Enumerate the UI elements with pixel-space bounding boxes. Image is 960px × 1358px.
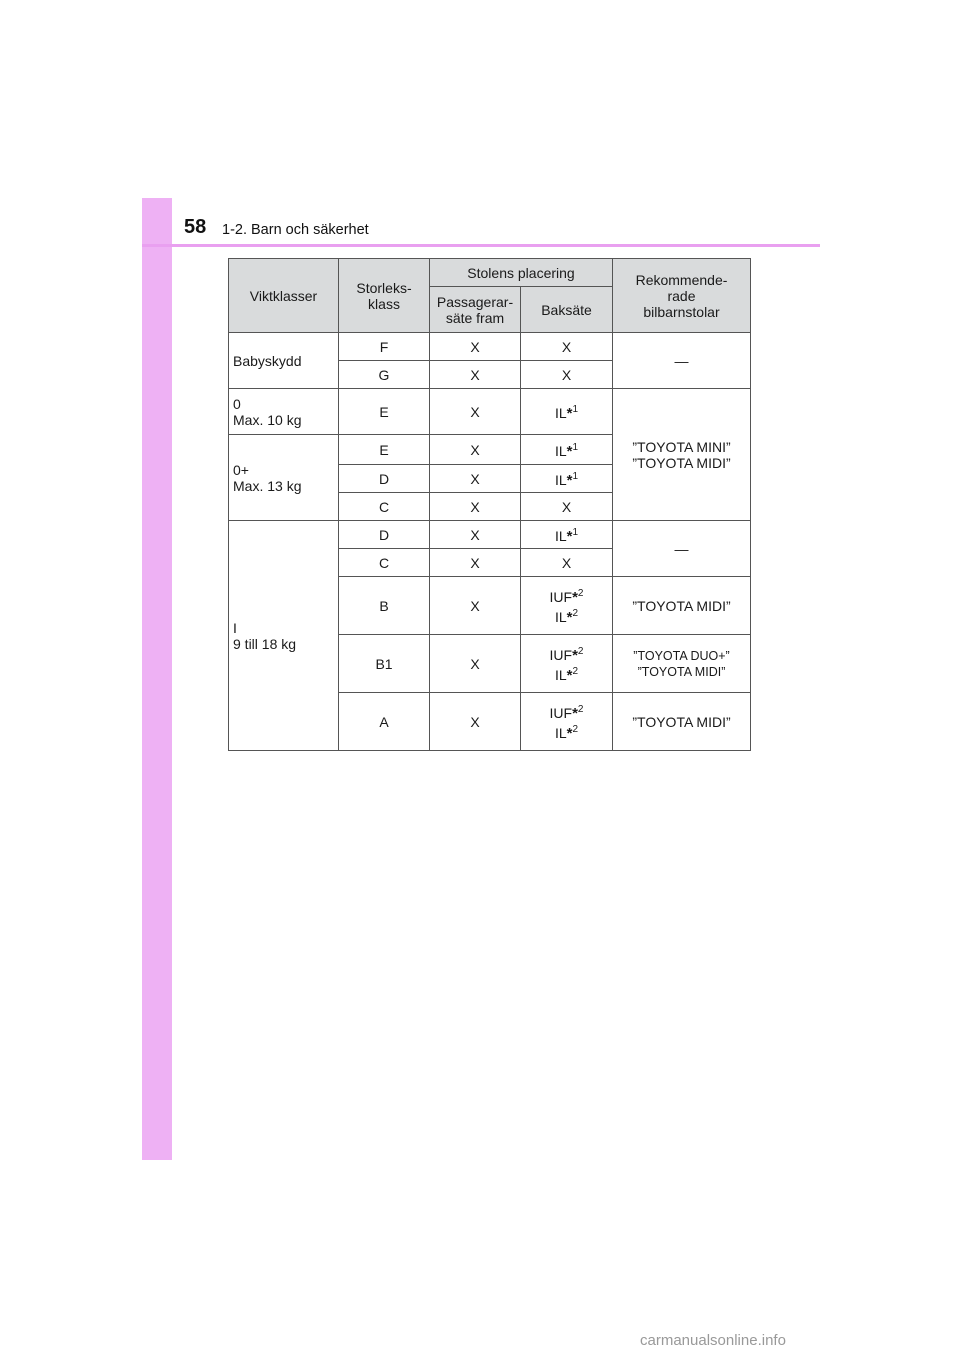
passenger-front-cell: X [430,389,521,435]
header-seat-placement: Stolens placering [430,259,613,287]
size-class-cell: E [339,389,430,435]
footnote-marker: * [566,442,573,460]
page-number: 58 [184,216,207,238]
passenger-front-cell: X [430,549,521,577]
passenger-front-cell: X [430,693,521,751]
rear-seat-cell: X [521,333,613,361]
rear-seat-cell: X [521,493,613,521]
recommended-seat-cell: ”TOYOTA MIDI” [613,693,751,751]
recommended-seat-cell: — [613,333,751,389]
header-rear: Baksäte [521,287,613,333]
footnote-number: 2 [577,587,584,599]
passenger-front-cell: X [430,465,521,493]
size-class-cell: C [339,549,430,577]
passenger-front-cell: X [430,635,521,693]
size-class-cell: B1 [339,635,430,693]
footnote-marker: * [566,666,573,684]
rear-seat-cell: IL*$^1$ [521,521,613,549]
footnote-marker: * [566,724,573,742]
rear-seat-cell: IL*$^1$ [521,435,613,465]
footnote-marker: * [566,471,573,489]
footnote-marker: * [566,527,573,545]
footnote-number: 1 [572,441,579,453]
header-rule [142,244,820,247]
recommended-seat-cell: — [613,521,751,577]
rear-seat-cell: IL*$^1$ [521,465,613,493]
recommended-seat-cell: ”TOYOTA MINI” ”TOYOTA MIDI” [613,389,751,521]
passenger-front-cell: X [430,577,521,635]
header-recommended: Rekommende- rade bilbarnstolar [613,259,751,333]
weight-class-cell: Babyskydd [229,333,339,389]
footnote-number: 2 [572,665,579,677]
footnote-marker: * [572,646,578,664]
side-accent-bar [142,198,172,1160]
weight-class-cell: I 9 till 18 kg [229,521,339,751]
passenger-front-cell: X [430,435,521,465]
weight-class-cell: 0 Max. 10 kg [229,389,339,435]
footnote-marker: * [566,608,573,626]
footnote-marker: * [572,704,578,722]
weight-class-cell: 0+ Max. 13 kg [229,435,339,521]
size-class-cell: D [339,465,430,493]
size-class-cell: B [339,577,430,635]
rear-seat-cell: X [521,549,613,577]
size-class-cell: E [339,435,430,465]
footnote-number: 1 [572,403,579,415]
header-size-class: Storleks- klass [339,259,430,333]
rear-seat-cell: IL*$^1$ [521,389,613,435]
watermark: carmanualsonline.info [640,1332,786,1349]
passenger-front-cell: X [430,361,521,389]
passenger-front-cell: X [430,493,521,521]
table-row [229,521,751,549]
child-seat-table [228,258,751,751]
size-class-cell: D [339,521,430,549]
footnote-number: 2 [577,703,584,715]
footnote-marker: * [566,404,573,422]
footnote-number: 1 [572,470,579,482]
passenger-front-cell: X [430,521,521,549]
recommended-seat-cell: ”TOYOTA MIDI” [613,577,751,635]
rear-seat-cell: IUF*$^2$ IL*$^2$ [521,635,613,693]
footnote-marker: * [572,588,578,606]
rear-seat-cell: IUF*$^2$ IL*$^2$ [521,693,613,751]
footnote-number: 2 [572,607,579,619]
passenger-front-cell: X [430,333,521,361]
footnote-number: 1 [572,526,579,538]
table-row [229,333,751,361]
header-passenger-front: Passagerar- säte fram [430,287,521,333]
footnote-number: 2 [577,645,584,657]
header-weight-class: Viktklasser [229,259,339,333]
size-class-cell: G [339,361,430,389]
recommended-seat-cell: ”TOYOTA DUO+” ”TOYOTA MIDI” [613,635,751,693]
rear-seat-cell: IUF*$^2$ IL*$^2$ [521,577,613,635]
table-row [229,389,751,435]
size-class-cell: A [339,693,430,751]
rear-seat-cell: X [521,361,613,389]
size-class-cell: C [339,493,430,521]
section-title: 1-2. Barn och säkerhet [222,222,369,238]
size-class-cell: F [339,333,430,361]
footnote-number: 2 [572,723,579,735]
